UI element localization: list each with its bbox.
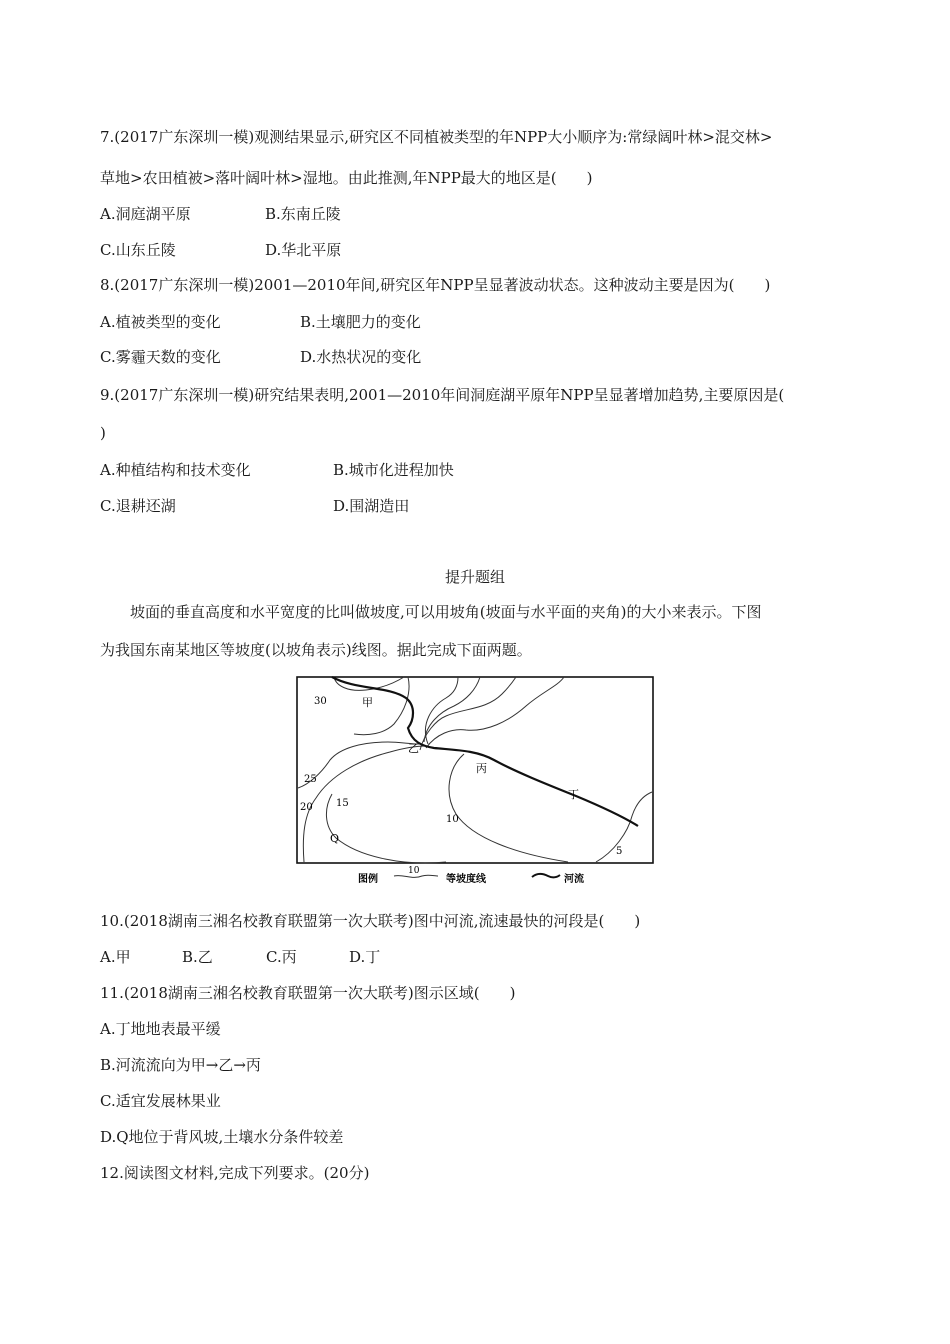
q7-stem-line1: 7.(2017广东深圳一模)观测结果显示,研究区不同植被类型的年NPP大小顺序为:常绿阔叶林>混交林> [100, 128, 773, 146]
q9-option-c: C.退耕还湖 [100, 497, 176, 515]
q7-option-c: C.山东丘陵 [100, 241, 176, 259]
q10-option-c: C.丙 [266, 948, 297, 966]
q9-option-a: A.种植结构和技术变化 [100, 461, 251, 479]
q11-option-d: D.Q地位于背风坡,土壤水分条件较差 [100, 1128, 344, 1146]
q12-stem-line1: 12.阅读图文材料,完成下列要求。(20分) [100, 1164, 370, 1182]
map-legend [358, 866, 584, 885]
place-label-q: Q [330, 832, 340, 845]
legend-title: 图例 [358, 874, 378, 885]
q7-option-b: B.东南丘陵 [265, 205, 341, 223]
q11-option-c: C.适宜发展林果业 [100, 1092, 221, 1110]
q9-option-d: D.围湖造田 [333, 497, 410, 515]
legend-river-label: 河流 [564, 874, 584, 885]
q10-option-a: A.甲 [100, 948, 131, 966]
q11-option-a: A.丁地地表最平缓 [100, 1020, 221, 1038]
contour-value-20: 20 [300, 802, 313, 813]
contour-value-25: 25 [304, 774, 317, 785]
legend-river-sample [532, 874, 560, 878]
intro-line1: 坡面的垂直高度和水平宽度的比叫做坡度,可以用坡角(坡面与水平面的夹角)的大小来表示。下图 [130, 603, 762, 621]
intro-line2: 为我国东南某地区等坡度(以坡角表示)线图。据此完成下面两题。 [100, 641, 532, 659]
q9-stem-line1: 9.(2017广东深圳一模)研究结果表明,2001—2010年间洞庭湖平原年NPP呈显著增加趋势,主要原因是( [100, 386, 785, 404]
contour-value-30: 30 [314, 696, 327, 707]
map-frame [297, 677, 653, 863]
q8-option-a: A.植被类型的变化 [100, 313, 221, 331]
q11-option-b: B.河流流向为甲→乙→丙 [100, 1056, 261, 1074]
contour-value-15: 15 [336, 798, 349, 809]
place-label-ding: 丁 [568, 788, 579, 801]
legend-contour-value: 10 [408, 866, 420, 876]
q8-option-c: C.雾霾天数的变化 [100, 348, 221, 366]
place-label-bing: 丙 [476, 762, 487, 775]
q7-stem-line2: 草地>农田植被>落叶阔叶林>湿地。由此推测,年NPP最大的地区是( ) [100, 169, 593, 187]
place-label-yi: 乙 [408, 742, 419, 755]
q10-stem-line1: 10.(2018湖南三湘名校教育联盟第一次大联考)图中河流,流速最快的河段是( ) [100, 912, 641, 930]
legend-contour-label: 等坡度线 [446, 874, 486, 885]
q8-option-b: B.土壤肥力的变化 [300, 313, 421, 331]
place-label-jia: 甲 [362, 696, 373, 709]
contour-value-5: 5 [616, 846, 623, 857]
q9-stem-line2: ) [100, 424, 106, 442]
slope-contour-map [296, 676, 656, 888]
section-title: 提升题组 [444, 568, 505, 586]
q7-option-a: A.洞庭湖平原 [100, 205, 191, 223]
q8-option-d: D.水热状况的变化 [300, 348, 422, 366]
q10-option-b: B.乙 [182, 948, 213, 966]
contour-value-10: 10 [446, 814, 459, 825]
q10-option-d: D.丁 [349, 948, 381, 966]
q7-option-d: D.华北平原 [265, 241, 342, 259]
q8-stem-line1: 8.(2017广东深圳一模)2001—2010年间,研究区年NPP呈显著波动状态。这种波动主要是因为( ) [100, 276, 771, 294]
q11-stem-line1: 11.(2018湖南三湘名校教育联盟第一次大联考)图示区域( ) [100, 984, 516, 1002]
q9-option-b: B.城市化进程加快 [333, 461, 454, 479]
